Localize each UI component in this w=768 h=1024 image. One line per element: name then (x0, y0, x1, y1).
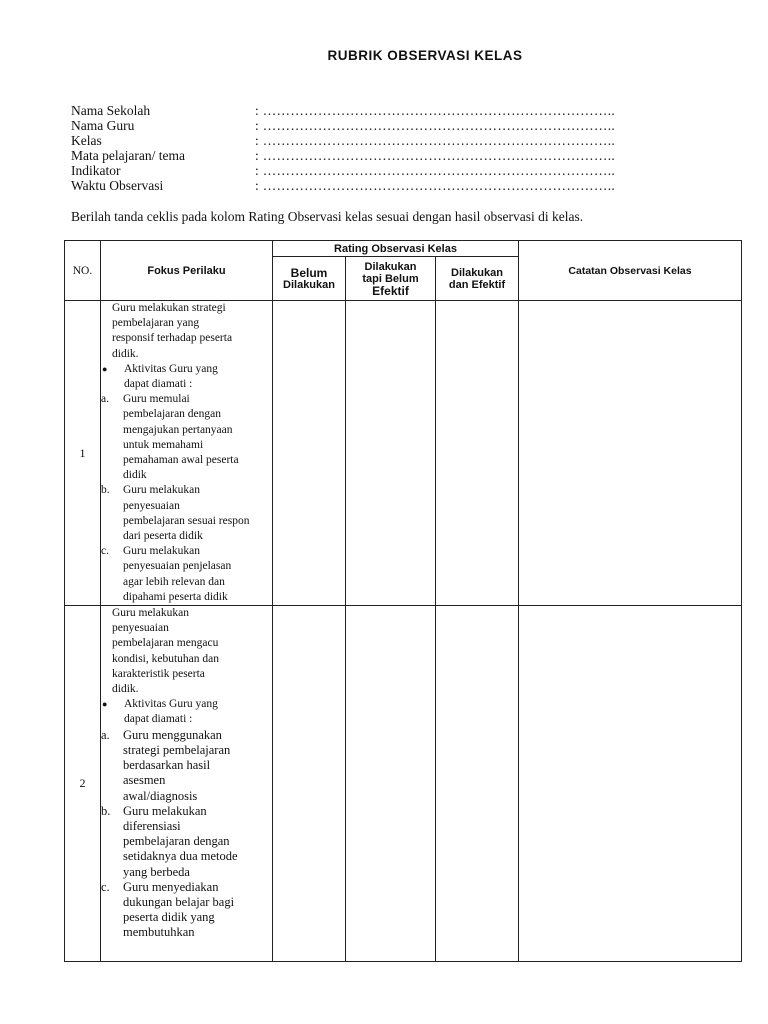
text-line: pembelajaran yang (112, 317, 200, 330)
text-line: didik (123, 469, 147, 482)
list-marker: b. (101, 484, 110, 497)
header-line: Belum (290, 265, 328, 280)
text-line: mengajukan pertanyaan (123, 423, 233, 436)
page-title: RUBRIK OBSERVASI KELAS (327, 48, 523, 63)
rating-belum-dilakukan-cell[interactable] (273, 606, 346, 962)
header-catatan: Catatan Observasi Kelas (519, 241, 742, 301)
text-line: strategi pembelajaran (123, 742, 231, 757)
list-marker: b. (101, 803, 111, 818)
text-line: Guru melakukan (123, 545, 200, 558)
text-line: pembelajaran mengacu (112, 637, 219, 650)
text-line: didik. (112, 347, 139, 360)
rating-dilakukan-efektif-cell[interactable] (436, 606, 519, 962)
text-line: pembelajaran sesuai respon (123, 514, 250, 527)
text-line: dipahami peserta didik (123, 590, 228, 603)
row-number: 1 (65, 301, 101, 606)
focus-intro (101, 301, 272, 362)
text-line: Guru melakukan (123, 484, 200, 497)
list-item (101, 544, 272, 605)
field-blank: : ………………………………………………………………….. (255, 118, 616, 133)
list-marker: c. (101, 545, 109, 558)
focus-cell (101, 606, 273, 962)
field-nama-guru (71, 118, 711, 133)
list-marker: a. (101, 393, 109, 406)
text-line: diferensiasi (123, 818, 181, 833)
text-line: responsif terhadap peserta (112, 332, 233, 345)
list-marker: c. (101, 879, 110, 894)
rubric-table (64, 240, 742, 962)
row-number: 2 (65, 606, 101, 962)
text-line: karakteristik peserta (112, 667, 205, 680)
field-indikator (71, 163, 711, 178)
header-line: Efektif (372, 283, 409, 298)
text-line: penyesuaian penjelasan (123, 560, 232, 573)
catatan-cell[interactable] (519, 606, 742, 962)
text-line: Guru menyediakan (123, 879, 219, 894)
text-line: setidaknya dua metode (123, 849, 238, 864)
text-line: Guru melakukan (112, 607, 189, 620)
field-kelas (71, 133, 711, 148)
text-line: didik. (112, 683, 139, 696)
focus-intro (101, 606, 272, 697)
text-line: pemahaman awal peserta (123, 454, 239, 467)
text-line: yang berbeda (123, 864, 190, 879)
text-line: pembelajaran dengan (123, 408, 222, 421)
field-blank: : ………………………………………………………………….. (255, 163, 616, 178)
text-line: pembelajaran dengan (123, 834, 230, 849)
instruction-text: Berilah tanda ceklis pada kolom Rating Observasi kelas sesuai dengan hasil observasi di kelas. (71, 209, 584, 224)
text-line: Aktivitas Guru yang (124, 698, 218, 711)
field-label: Mata pelajaran/ tema (71, 148, 185, 163)
field-label: Kelas (71, 133, 102, 148)
field-blank: : ………………………………………………………………….. (255, 103, 616, 118)
rating-tapi-belum-efektif-cell[interactable] (346, 606, 436, 962)
text-line: berdasarkan hasil (123, 758, 211, 773)
table-row (65, 606, 742, 962)
field-blank: : ………………………………………………………………….. (255, 133, 616, 148)
text-line: Aktivitas Guru yang (124, 362, 218, 375)
header-line: dan Efektif (448, 278, 506, 291)
bullet-icon: ● (102, 363, 108, 374)
header-line: Dilakukan (451, 266, 503, 279)
header-fokus-perilaku: Fokus Perilaku (101, 241, 273, 301)
list-item (101, 728, 272, 804)
text-line: membutuhkan (123, 925, 195, 940)
header-line: Dilakukan (283, 278, 335, 291)
bullet-icon: ● (102, 699, 108, 710)
text-line: untuk memahami (123, 438, 204, 451)
text-line: penyesuaian (112, 622, 169, 635)
text-line: penyesuaian (123, 499, 180, 512)
header-belum-dilakukan (273, 257, 346, 301)
header-no: NO. (65, 241, 101, 301)
field-blank: : ………………………………………………………………….. (255, 148, 616, 163)
field-waktu-observasi (71, 178, 711, 193)
catatan-cell[interactable] (519, 301, 742, 606)
field-label: Waktu Observasi (71, 178, 164, 193)
field-label: Nama Sekolah (71, 103, 151, 118)
text-line: Guru memulai (123, 393, 190, 406)
field-nama-sekolah (71, 103, 711, 118)
list-marker: a. (101, 727, 110, 742)
text-line: peserta didik yang (123, 910, 215, 925)
text-line: Guru menggunakan (123, 727, 222, 742)
header-dilakukan-efektif (436, 257, 519, 301)
text-line: kondisi, kebutuhan dan (112, 652, 219, 665)
text-line: asesmen (123, 773, 166, 788)
header-tapi-belum-efektif (346, 257, 436, 301)
rating-tapi-belum-efektif-cell[interactable] (346, 301, 436, 606)
focus-cell (101, 301, 273, 606)
text-line: agar lebih relevan dan (123, 575, 225, 588)
text-line: Guru melakukan strategi (112, 302, 226, 314)
list-item (101, 880, 272, 941)
text-line: dapat diamati : (124, 378, 193, 391)
field-blank: : ………………………………………………………………….. (255, 178, 616, 193)
table-row (65, 301, 742, 606)
list-item (101, 392, 272, 483)
header-rating-group: Rating Observasi Kelas (273, 241, 519, 257)
text-line: dari peserta didik (123, 530, 203, 543)
field-label: Nama Guru (71, 118, 135, 133)
header-line: tapi Belum (362, 272, 419, 285)
list-item (101, 804, 272, 880)
list-item (101, 483, 272, 544)
text-line: Guru melakukan (123, 803, 207, 818)
identity-fields (71, 103, 711, 193)
rating-dilakukan-efektif-cell[interactable] (436, 301, 519, 606)
field-label: Indikator (71, 163, 121, 178)
header-line: Dilakukan (364, 260, 417, 273)
bullet-item (101, 697, 272, 727)
text-line: dapat diamati : (124, 713, 193, 726)
field-mata-pelajaran (71, 148, 711, 163)
rating-belum-dilakukan-cell[interactable] (273, 301, 346, 606)
bullet-item (101, 362, 272, 392)
text-line: awal/diagnosis (123, 788, 198, 803)
text-line: dukungan belajar bagi (123, 894, 235, 909)
